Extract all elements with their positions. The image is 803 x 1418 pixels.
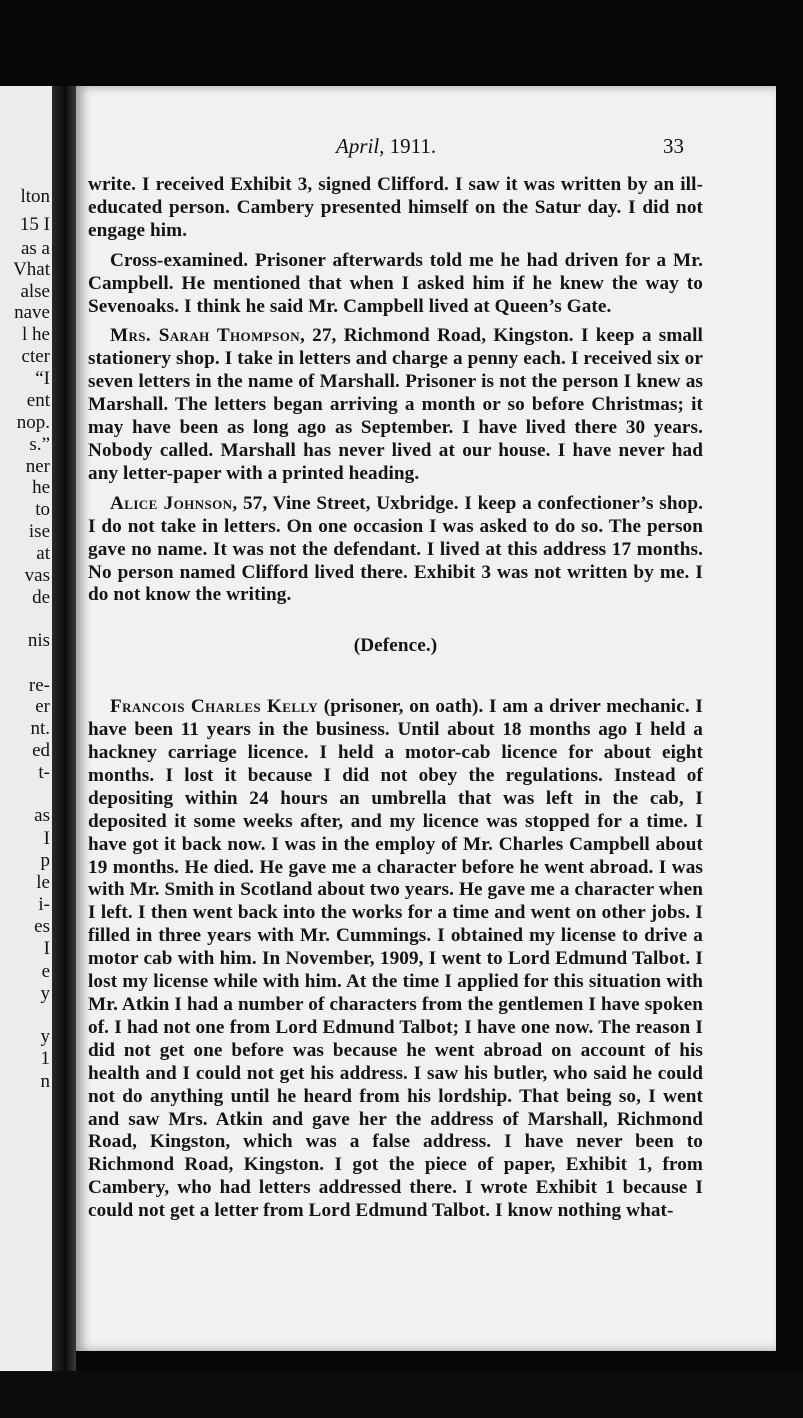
paragraph-thompson [88,325,703,485]
witness-name-johnson: Alice Johnson [110,492,233,514]
left-margin-fragment: er [35,696,50,717]
left-margin-fragment: p [40,850,50,871]
left-margin-fragment: alse [20,281,50,302]
left-margin-fragment: ed [32,740,50,761]
left-margin-fragment: re- [28,675,50,696]
testimony-thompson: , 27, Richmond Road, Kingston. I keep a small stationery shop. I take in letters and charge a penny each. I received six or seven letters in the name of Marshall. Prisoner is not the person I knew as Marshall. The letters began arriving a month or so before Christmas; it may have been as long ago as September. I have lived there 30 years. Nobody called. Marshall has never lived at our house. I have never had any letter-paper with a printed heading. [88,325,703,484]
left-margin-fragment: ner [25,456,50,477]
left-margin-fragment: y [40,983,50,1004]
left-margin-fragment: nt. [30,718,50,739]
header-date [336,134,436,159]
witness-name-kelly: Francois Charles Kelly [110,696,319,718]
left-margin-fragment: “I [35,368,50,389]
left-margin-fragment: t- [38,762,50,783]
left-margin-fragment: 1 [40,1048,50,1069]
left-margin-fragment: i- [38,894,50,915]
page-number: 33 [663,134,684,158]
left-margin-fragment: as a [20,238,50,259]
left-margin-fragment: n [40,1071,50,1092]
left-margin-fragment: l he [22,324,50,345]
left-margin-fragment: as [34,805,50,826]
left-margin-fragment: at [36,543,50,564]
section-heading-defence: (Defence.) [353,635,438,657]
paragraph-kelly [88,696,703,1223]
left-margin-fragment: ise [28,521,50,542]
left-margin-fragment: cter [21,346,50,367]
left-margin-fragment: lton [20,186,50,207]
paragraph-johnson [88,493,703,608]
left-margin-fragment: I [43,938,50,959]
page-header [0,134,803,160]
witness-name-thompson: Mrs. Sarah Thompson [110,325,301,347]
testimony-johnson: , 57, Vine Street, Uxbridge. I keep a confectioner’s shop. I do not take in letters. On one occasion I was asked to do so. The person gave no name. It was not the defendant. I lived at this address 17 months. No person named Clifford lived there. Exhibit 3 was not written by me. I do not know the writing. [88,492,704,606]
left-margin-fragment: ent [26,390,50,411]
header-year: , 1911. [379,134,437,158]
paragraph-continuation: write. I received Exhibit 3, signed Clifford. I saw it was written by an ill-educated person. Cambery presented himself on the Satur day. I did not engage him. [88,174,703,241]
left-margin-fragment: es [34,916,50,937]
header-month: April [336,134,380,158]
left-margin-fragment: nis [27,630,50,651]
left-margin-fragment: 15 I [19,214,50,235]
paragraph-cross-examined: Cross-examined. Prisoner afterwards told me he had driven for a Mr. Campbell. He mentioned that when I asked him if he knew the way to Sevenoaks. I think he said Mr. Campbell lived at Queen’s Gate. [88,249,703,317]
bottom-edge [0,1371,803,1418]
testimony-kelly: (prisoner, on oath). I am a driver mechanic. I have been 11 years in the business. Until about 18 months ago I held a hackney carriage licence. I held a motor-cab licence for about eight months. I lost it because I did not obey the regulations. Instead of depositing within 24 hours an umbrella that was left in the cab, I deposited it some weeks after, and my licence was stopped for a time. I have got it back now. I was in the employ of Mr. Charles Campbell about 19 months. He died. He gave me a character before he went abroad. I was with Mr. Smith in Scotland about two years. He gave me a character when I left. I then went back into the works for a time and went on other jobs. I filled in three years with Mr. Cummings. I obtained my license to drive a motor cab with him. In November, 1909, I went to Lord Edmund Talbot. I lost my license while with him. At the time I applied for this situation with Mr. Atkin I had a number of characters from the gentlemen I have spoken of. I had not one from Lord Edmund Talbot; I have one now. The reason I did not get one before was because he went abroad on account of his health and I could not get his address. I saw his butler, who said he could not do anything until he heard from his lordship. That being so, I went and saw Mrs. Atkin and gave her the address of Marshall, Richmond Road, Kingston, which was a false address. I have never been to Richmond Road, Kingston. I got the piece of paper, Exhibit 1, from Cambery, who had letters addressed there. I wrote Exhibit 1 because I could not get a letter from Lord Edmund Talbot. I know nothing what- [88,696,703,1222]
left-margin-fragment: le [36,872,50,893]
left-margin-fragment: s.” [29,434,50,455]
left-margin-fragment: de [32,587,50,608]
left-margin-fragment: Vhat [13,259,50,280]
left-page-edge [0,86,52,1371]
left-margin-fragment: I [43,828,50,849]
left-margin-fragment: vas [24,565,50,586]
page-body [88,174,703,1230]
left-margin-fragment: to [35,499,50,520]
left-margin-fragment: he [32,477,50,498]
left-margin-fragment: e [41,961,50,982]
book-gutter [52,86,76,1371]
left-margin-fragment: y [40,1026,50,1047]
left-margin-fragment: nave [14,302,50,323]
left-margin-fragment: nop. [16,412,50,433]
